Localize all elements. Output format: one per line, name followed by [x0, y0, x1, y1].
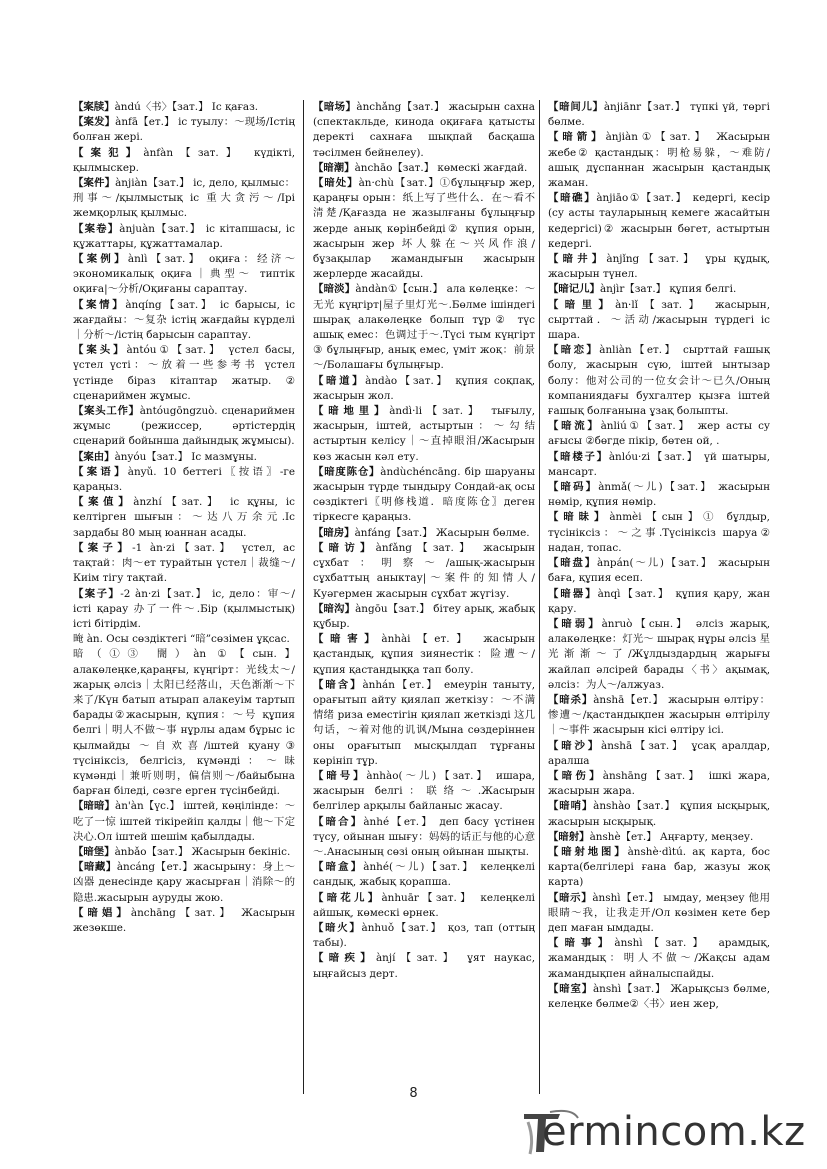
entry-definition: àngōu【зат.】 бітеу арық, жабық құбыр.	[313, 602, 535, 630]
dictionary-entry	[548, 419, 770, 449]
entry-definition: ànchāng【зат.】 Жасырын жезөкше.	[73, 906, 295, 934]
entry-headword: 【案情】	[73, 298, 126, 311]
entry-headword: 【暗潮】	[313, 161, 355, 174]
dictionary-entry	[313, 891, 535, 921]
entry-definition: ànjiàn【зат.】 іс, дело, қылмыс：刑事～/қылмыстық іс 重大贪污～/Ірі жемқорлық қылмыс.	[73, 177, 295, 220]
entry-definition: ànhán【ет.】 емеурін таныту, орағытып айту қиялап жеткізу：～不满情绪 риза еместігін қиялап жеткізді 这几句话，～着对他的讥讽/Мына сөздеріннен оны орағытып мысқылдап тұрғаны көрініп тұр.	[313, 678, 535, 767]
entry-definition: ànmǎ(～儿)【зат.】 жасырын нөмір, құпия нөмір.	[548, 481, 770, 509]
entry-headword: 【暗度陈仓】	[313, 465, 381, 478]
dictionary-entry	[548, 100, 770, 130]
entry-definition: ànjǐng【зат.】 ұры құдық, жасырын түнел.	[548, 253, 770, 281]
entry-headword: 【暗楼子】	[548, 450, 609, 463]
termincom-logo[interactable]	[520, 1108, 810, 1156]
entry-headword: 【暗堡】	[73, 845, 115, 858]
entry-definition: ànhuār【зат.】 келеңкелі айшық, көмескі өрнек.	[313, 891, 535, 919]
entry-definition: -2 àn·zi【зат.】 іс, дело：审～/ істі қарау 办了一件～.Бір (қылмыстық) істі бітірдім.	[73, 587, 295, 630]
entry-headword: 【暗器】	[548, 587, 598, 600]
dictionary-entry	[313, 282, 535, 373]
entry-headword: 【暗杀】	[548, 693, 594, 706]
dictionary-entry	[313, 526, 535, 541]
entry-headword: 【暗访】	[313, 541, 376, 554]
entry-definition: ànjiānr【зат.】 түпкі үй, төргі бөлме.	[548, 101, 770, 129]
dictionary-entry	[73, 541, 295, 587]
dictionary-entry	[548, 480, 770, 510]
dictionary-entry	[73, 860, 295, 906]
entry-definition: ànlì【зат.】 оқиға：经济～ экономикалық оқиға｜典型～ типтік оқиға|～分析/Оқиғаны сараптау.	[73, 253, 295, 296]
entry-definition: ànchāo【зат.】 көмескі жағдай.	[354, 161, 528, 174]
entry-definition: ànhuǒ【зат.】 қоз, тап (оттың табы).	[313, 921, 535, 950]
logo-text: ermincom.kz	[542, 1109, 806, 1155]
dictionary-entry	[313, 951, 535, 981]
dictionary-entry	[73, 587, 295, 633]
entry-definition: àntóugōngzuò. сценариймен жұмыс (режиссер, әртістердің сценарий бойынша дайындық жұмысы).	[73, 405, 295, 448]
entry-definition: ànqíng【зат.】 іс барысы, іс жағдайы：～复杂 істің жағдайы күрделі｜分析～/істің барысын сараптау.	[73, 298, 295, 342]
entry-definition: ànhài【ет.】 жасырын қастандық, құпия зиянестік：险遭～/құпия қастандыққа тап болу.	[313, 633, 535, 676]
entry-headword: 【案头】	[73, 344, 127, 357]
entry-definition: ànhào(～儿)【зат.】 ишара, жасырын белгі：联络～.Жасырын белгілер арқылы байланыс жасау.	[313, 769, 535, 813]
entry-headword: 【暗合】	[313, 815, 364, 828]
entry-definition: ànjìr【зат.】 құпия белгі.	[599, 283, 737, 296]
dictionary-entry	[548, 769, 770, 799]
entry-definition: ànyǔ. 10 беттегі〖按语〗-ге қараңыз.	[73, 465, 295, 494]
entry-headword: 【暗娼】	[73, 906, 131, 919]
column-divider	[539, 100, 540, 1094]
entry-definition: ànlóu·zi【зат.】 үй шатыры, мансарт.	[548, 450, 770, 478]
entry-headword: 【暗淡】	[313, 283, 356, 296]
dictionary-entry	[313, 602, 535, 632]
dictionary-entry	[73, 906, 295, 936]
entry-headword: 【暗流】	[548, 420, 601, 433]
dictionary-entry	[548, 830, 770, 845]
dictionary-entry	[548, 510, 770, 556]
entry-definition: -1 àn·zi【зат.】 үстел, ас тақтай：肉～ет турайтын үстел｜裁缝～/Киім тігу тақтай.	[73, 541, 295, 585]
entry-headword: 【暗害】	[313, 633, 382, 646]
dictionary-entry	[73, 146, 295, 176]
entry-headword: 【案语】	[73, 465, 128, 478]
dictionary-entry	[313, 404, 535, 465]
entry-headword: 【案头工作】	[73, 405, 140, 418]
entry-definition: ànfàn【зат.】 күдікті, қылмыскер.	[73, 146, 295, 174]
dictionary-entry	[548, 936, 770, 982]
entry-headword: 【暗处】	[313, 177, 359, 190]
column-3	[548, 100, 770, 1080]
dictionary-entry	[548, 282, 770, 297]
entry-definition: ànqì【зат.】 құпия қару, жан қару.	[548, 587, 770, 615]
dictionary-entry	[313, 860, 535, 890]
entry-headword: 【暗疾】	[313, 952, 376, 965]
entry-definition: ànfǎng【зат.】 жасырын сұхбат：明察～/ашық-жасырын сұхбаттың аныктау|～案件的知情人/Куәгермен жасырын сұхбат жүгізу.	[313, 541, 535, 600]
dictionary-entry	[73, 845, 295, 860]
dictionary-entry	[313, 161, 535, 176]
entry-definition: ànyóu【зат.】 Іс мазмұны.	[114, 450, 257, 463]
dictionary-entry	[73, 222, 295, 252]
entry-definition: ànhé(～儿)【зат.】 келеңкелі сандық, жабық қорапша.	[313, 861, 535, 889]
dictionary-entry	[313, 921, 535, 951]
entry-headword: 【暗弱】	[548, 617, 602, 630]
entry-headword: 【暗记儿】	[548, 283, 600, 296]
column-divider	[303, 100, 304, 1094]
dictionary-entry	[313, 678, 535, 769]
dictionary-entry	[313, 632, 535, 678]
dictionary-entry	[73, 343, 295, 404]
entry-headword: 【暗房】	[313, 526, 355, 539]
entry-definition: àntóu①【зат.】 үстел басы, үстел үсті：～放着一些参考书 үстел үстінде біраз кітаптар жатыр. ② сценариймен жұмыс.	[73, 344, 295, 402]
entry-definition: ànhé【ет.】 деп басу үстінен түсу, ойынан шығу：妈妈的话正与他的心意～.Анасының сөзі оның ойынан шықты.	[313, 815, 535, 858]
dictionary-entry	[548, 252, 770, 282]
dictionary-entry	[313, 465, 535, 526]
entry-definition: 晻 àn. Осы сөздіктегі “暗”сөзімен ұқсас.	[73, 633, 290, 646]
dictionary-entry	[73, 404, 295, 450]
entry-headword: 【案件】	[73, 177, 116, 190]
dictionary-entry	[73, 115, 295, 145]
entry-headword: 【暗哨】	[548, 800, 594, 813]
dictionary-entry	[313, 374, 535, 404]
entry-definition: ànruò【сын.】 әлсіз жарық, алакөлеңке：灯光～ шырақ нұры әлсіз 星光渐渐～了/Жұлдыздардың жарығы жайлап әлсірей барады〈书〉ақымақ, әлсіз：为人～/алжуаз.	[548, 617, 770, 691]
dictionary-entry	[548, 845, 770, 891]
entry-headword: 【暗射地图】	[548, 845, 628, 858]
entry-definition: àn·lǐ【зат.】 жасырын, сырттай．～活动/жасырын түрдегі іс шара.	[548, 298, 770, 342]
entry-headword: 【暗藏】	[73, 861, 117, 874]
column-2	[313, 100, 535, 1080]
entry-definition: ànshì【зат.】 арамдық, жамандық：明人不做～/Жақсы адам жамандықпен айналыспайды.	[548, 937, 770, 980]
entry-definition: àndú〈书〉【зат.】 Іс қағаз.	[114, 101, 259, 113]
entry-headword: 【暗示】	[548, 891, 593, 904]
entry-definition: àn·chù【зат.】①бұлыңғыр жер, қараңғы орын：纸上写了些什么．在～看不清楚/Қағазда не жазылғаны бұлыңғыр жерде анық көрінбейді② құпия орын, жасырын жер 坏人躲在～兴风作浪/бұзақылар жамандығын жасырын жерлерде жасайды.	[313, 177, 535, 281]
dictionary-entry	[548, 587, 770, 617]
entry-headword: 【案发】	[73, 116, 116, 129]
entry-headword: 【案由】	[73, 450, 115, 463]
entry-definition: ànmèi【сын】① бұлдыр, түсініксіз：～之事.Түсініксіз шаруа② надан, топас.	[548, 511, 770, 554]
entry-definition: ànshì【зат.】 Жарықсыз бөлме, келеңке бөлме②〈书〉иен жер,	[548, 982, 770, 1010]
entry-definition: ànliàn【ет.】 сырттай ғашық болу, жасырын сүю, іштей ынтызар болу：他对公司的一位女会计～已久/Оның компаниядағы бухгалтер қызға іштей ғашық болғанына ұзақ болыпты.	[548, 344, 770, 418]
entry-headword: 【暗沙】	[548, 739, 602, 752]
entry-definition: 暗（①③ 闇）àn ①【сын.】 алакөлеңке,қараңғы, күңгірт：光线太～/жарық әлсіз｜太阳已经落山，天色渐渐～下来了/Күн батып атырап алакеуім тартып барады②жасырын, құпия：～号 құпия белгі｜明人不做～事 нұрлы адам бұрыс іс қылмайды ～自欢喜/іштей қуану③ түсініксіз, белгісіз, күмәнді：～昧 күмәнді｜兼听则明，偏信则～/байыбына барған біледі, сөзге ерген түсінбейді.	[73, 648, 295, 798]
dictionary-entry	[548, 739, 770, 769]
entry-definition: àndì·li【зат.】 тығылу, жасырын, іштей, астыртын：～勾结 астыртын келісу｜～直掉眼泪/Жасырын көз жасын кәл ету.	[313, 405, 535, 463]
entry-headword: 【暗室】	[548, 982, 593, 995]
dictionary-entry	[548, 556, 770, 586]
entry-headword: 【暗暗】	[73, 800, 116, 813]
entry-definition: ànchǎng【зат.】 жасырын сахна (спектакльде, кинода оқиғаға қатысты деректі сахнаға шықпай басқаша тәсілмен бейнелеу).	[313, 101, 535, 159]
entry-definition: ànshè·dìtú. ақ карта, бос карта(белгілері ғана бар, жазуы жоқ карта)	[548, 845, 770, 889]
entry-headword: 【暗地里】	[313, 405, 390, 418]
entry-definition: ànfā【ет.】 іс туылу：～现场/Істің болған жері.	[73, 116, 295, 144]
entry-definition: ànshāng【зат.】 ішкі жара, жасырын жара.	[548, 769, 770, 798]
dictionary-entry	[548, 450, 770, 480]
entry-headword: 【暗沟】	[313, 602, 356, 615]
entry-definition: ànshā【зат.】 ұсақ аралдар, аралша	[548, 739, 770, 767]
entry-headword: 【暗昧】	[548, 511, 610, 524]
dictionary-entry	[313, 815, 535, 861]
entry-definition: àndùchéncāng. бір шаруаны жасырын түрде тындыру Сондай-ақ осы сөздіктегі〖明修栈道．暗度陈仓〗деген тіркесге қараңыз.	[313, 465, 535, 524]
dictionary-entry	[548, 982, 770, 1012]
entry-headword: 【暗间儿】	[548, 101, 604, 113]
entry-definition: ànshā【ет.】 жасырын өлтіру：惨遭～/қастандықпен жасырын өлтірілу｜～事件 жасырын кісі өлтіру ісі.	[548, 693, 770, 737]
dictionary-entry	[73, 465, 295, 495]
entry-headword: 【暗花儿】	[313, 891, 382, 904]
entry-headword: 【暗事】	[548, 937, 615, 950]
dictionary-entry	[313, 176, 535, 282]
entry-definition: àndào【зат.】 құпия соқпақ, жасырын жол.	[313, 374, 535, 402]
entry-headword: 【案例】	[73, 253, 128, 266]
dictionary-entry	[548, 799, 770, 829]
entry-headword: 【案子】	[73, 587, 121, 600]
dictionary-entry	[73, 647, 295, 799]
entry-definition: àncáng【ет.】жасырыну：身上～凶器 денесінде қару жасырған｜消除～的隐患.жасырын ауруды жою.	[73, 861, 295, 904]
entry-definition: ànfáng【зат.】 Жасырын бөлме.	[354, 526, 530, 539]
entry-headword: 【暗含】	[313, 678, 363, 691]
entry-headword: 【暗场】	[313, 101, 357, 113]
dictionary-entry	[73, 632, 295, 647]
entry-headword: 【暗火】	[313, 921, 362, 934]
entry-headword: 【暗号】	[313, 769, 367, 782]
entry-definition: ànshè【ет.】 Аңғарту, меңзеу.	[589, 830, 754, 843]
entry-definition: ànjiāo①【зат.】 кедергі, кесір (су асты тауларының кемеге жасайтын кедергісі)② жасырын бөгет, астыртын кедергі.	[548, 192, 770, 250]
entry-headword: 【暗礁】	[548, 192, 597, 205]
dictionary-entry	[548, 298, 770, 344]
column-1	[73, 100, 295, 1080]
entry-definition: ànliú①【зат.】 жер асты су ағысы ②бөгде пікір, бөтен ой, .	[548, 420, 770, 448]
entry-definition: àndàn①【сын.】 ала көлеңке：～无光 күңгірт|屋子里灯光～.Бөлме ішіндегі шырақ алакөлеңке болып тұр② түс ашық емес：色调过于～.Түсі тым күңгірт ③ бұлыңғыр, анық емес, үміт жоқ：前景～/Болашағы бұлыңғыр.	[313, 283, 535, 372]
dictionary-entry	[73, 252, 295, 298]
entry-headword: 【暗伤】	[548, 769, 603, 782]
entry-headword: 【暗射】	[548, 830, 590, 843]
entry-definition: ànzhí【зат.】 іс құны, іс келтірген шығын：～达八万余元.Іс зардабы 80 мың юаннан асады.	[73, 496, 295, 539]
entry-headword: 【案犯】	[73, 146, 144, 159]
entry-headword: 【暗恋】	[548, 344, 600, 357]
entry-definition: ànbǎo【зат.】 Жасырын бекініс.	[114, 845, 291, 858]
entry-definition: ànjí【зат.】 ұят наукас, ыңғайсыз дерт.	[313, 952, 535, 980]
page-number: 8	[409, 1086, 418, 1101]
entry-definition: ànshào【зат.】 құпия ысқырық, жасырын ысқырық.	[548, 800, 770, 828]
dictionary-entry	[313, 769, 535, 815]
entry-headword: 【暗码】	[548, 481, 599, 494]
entry-headword: 【案子】	[73, 541, 133, 554]
entry-headword: 【暗盘】	[548, 557, 598, 570]
entry-headword: 【案值】	[73, 496, 134, 509]
entry-headword: 【暗道】	[313, 374, 366, 387]
dictionary-entry	[548, 191, 770, 252]
dictionary-entry	[313, 541, 535, 602]
entry-headword: 【暗箭】	[548, 131, 606, 144]
entry-definition: àn'àn【үс.】 іштей, көңілінде：～吃了一惊 іштей тікірейіп қалды｜他～下定决心.Ол іштей шешім қабылдады.	[73, 800, 295, 843]
entry-definition: ànshì【ет.】 ымдау, меңзеу 他用眼睛～我，让我走开/Ол көзімен кете бер деп маған ымдады.	[548, 891, 770, 934]
dictionary-entry	[548, 891, 770, 937]
dictionary-entry	[548, 617, 770, 693]
entry-headword: 【暗井】	[548, 253, 607, 266]
dictionary-entry	[313, 100, 535, 161]
entry-headword: 【暗盒】	[313, 861, 364, 874]
dictionary-entry	[73, 298, 295, 344]
dictionary-entry	[548, 130, 770, 191]
dictionary-entry	[73, 176, 295, 222]
dictionary-entry	[73, 495, 295, 541]
entry-definition: ànjuàn【зат.】 іс кітапшасы, іс құжаттары, құжаттамалар.	[73, 222, 295, 250]
dictionary-entry	[73, 100, 295, 115]
dictionary-entry	[73, 799, 295, 845]
entry-definition: ànpán(～儿)【зат.】 жасырын баға, құпия есеп.	[548, 557, 770, 585]
entry-definition: ànjiàn①【зат.】 Жасырын жебе② қастандық：明枪易躲，～难防/ашық дұспаннан жасырын қастандық жаман.	[548, 131, 770, 190]
dictionary-entry	[548, 343, 770, 419]
dictionary-entry	[548, 693, 770, 739]
entry-headword: 【案牍】	[73, 101, 115, 113]
entry-headword: 【暗里】	[548, 298, 616, 311]
dictionary-entry	[73, 450, 295, 465]
entry-headword: 【案卷】	[73, 222, 120, 235]
